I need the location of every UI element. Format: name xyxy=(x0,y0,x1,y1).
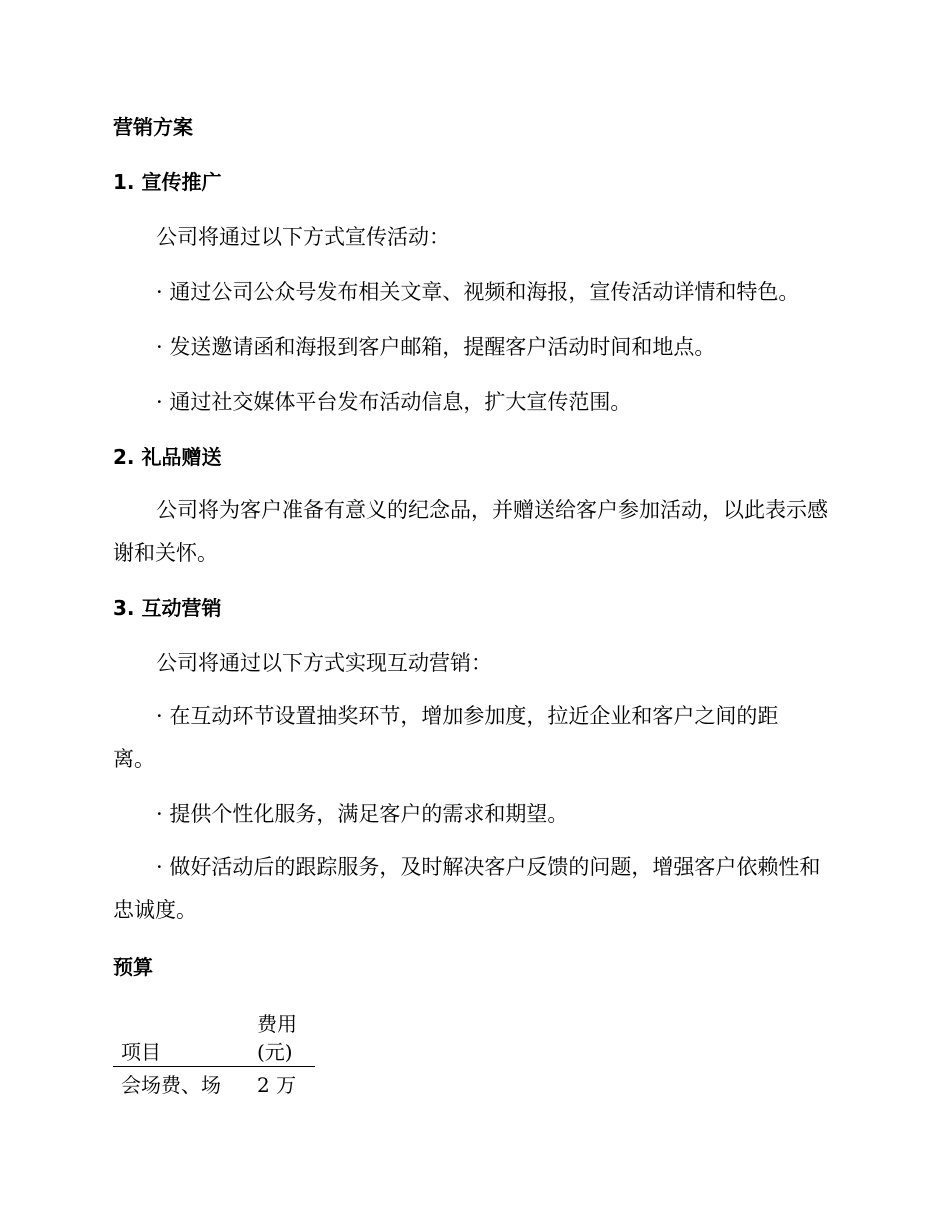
section-2-text: 公司将为客户准备有意义的纪念品，并赠送给客户参加活动，以此表示感谢和关怀。 xyxy=(113,498,828,565)
section-3-title: 3. 互动营销 xyxy=(113,596,222,620)
budget-header-cost: 费用(元) xyxy=(249,1008,315,1067)
table-row xyxy=(113,1067,315,1100)
section-1-intro: 公司将通过以下方式宣传活动： xyxy=(156,225,450,249)
budget-cell-item: 会场费、场 xyxy=(121,1073,221,1097)
budget-table-header-row xyxy=(113,1008,315,1067)
section-2-title: 2. 礼品赠送 xyxy=(113,445,222,469)
section-1-item: · 发送邀请函和海报到客户邮箱，提醒客户活动时间和地点。 xyxy=(156,335,716,359)
marketing-plan-title: 营销方案 xyxy=(113,115,193,139)
section-1-item: · 通过社交媒体平台发布活动信息，扩大宣传范围。 xyxy=(156,390,632,414)
budget-table xyxy=(113,1008,315,1099)
budget-cell-cost: 2 万 xyxy=(257,1073,297,1097)
section-3-item: · 提供个性化服务，满足客户的需求和期望。 xyxy=(156,802,569,826)
budget-header-item: 项目 xyxy=(113,1008,249,1067)
section-3-intro: 公司将通过以下方式实现互动营销： xyxy=(156,651,492,675)
section-3-item: · 做好活动后的跟踪服务，及时解决客户反馈的问题，增强客户依赖性和忠诚度。 xyxy=(113,855,821,922)
section-3-item: · 在互动环节设置抽奖环节，增加参加度，拉近企业和客户之间的距离。 xyxy=(113,704,779,771)
budget-title: 预算 xyxy=(113,955,153,979)
section-1-item: · 通过公司公众号发布相关文章、视频和海报，宣传活动详情和特色。 xyxy=(156,280,800,304)
section-1-title: 1. 宣传推广 xyxy=(113,170,222,194)
